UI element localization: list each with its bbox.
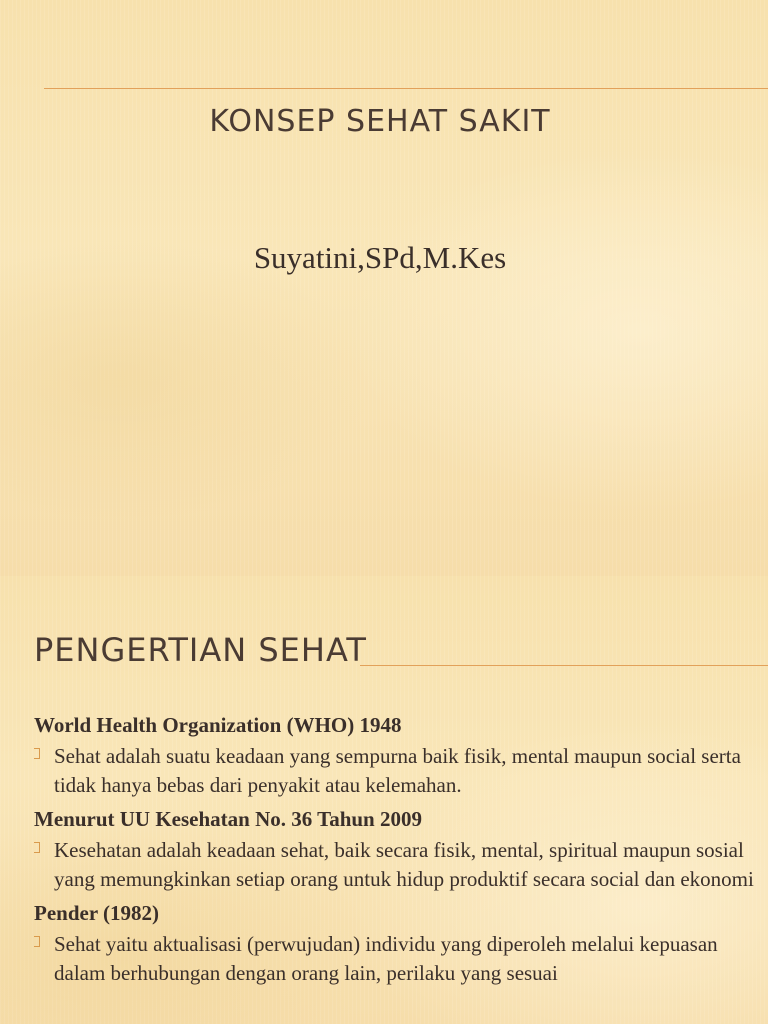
slide-title: KONSEP SEHAT SAKIT <box>209 104 551 139</box>
content-slide <box>0 576 768 1024</box>
top-divider-line <box>44 88 768 89</box>
bullet-icon <box>34 936 40 947</box>
slide-body <box>34 710 754 992</box>
bullet-text: Sehat yaitu aktualisasi (perwujudan) individu yang diperoleh melalui kepuasan dalam berhubungan dengan orang lain, perilaku yang sesuai <box>54 932 718 985</box>
heading-divider-line <box>360 665 768 666</box>
section-source-pender: Pender (1982) <box>34 901 160 925</box>
slide-subtitle-author: Suyatini,SPd,M.Kes <box>253 240 507 275</box>
slide-heading: PENGERTIAN SEHAT <box>34 631 367 669</box>
list-item <box>34 836 754 894</box>
list-item <box>34 742 754 800</box>
bullet-icon <box>34 842 40 853</box>
list-item <box>34 930 754 988</box>
section-source-who: World Health Organization (WHO) 1948 <box>34 713 402 737</box>
bullet-text: Kesehatan adalah keadaan sehat, baik secara fisik, mental, spiritual maupun sosial yang memungkinkan setiap orang untuk hidup produktif secara social dan ekonomi <box>54 838 754 891</box>
bullet-text: Sehat adalah suatu keadaan yang sempurna baik fisik, mental maupun social serta tidak hanya bebas dari penyakit atau kelemahan. <box>54 744 741 797</box>
bullet-icon <box>34 748 40 759</box>
section-source-uu-kesehatan: Menurut UU Kesehatan No. 36 Tahun 2009 <box>34 807 422 831</box>
